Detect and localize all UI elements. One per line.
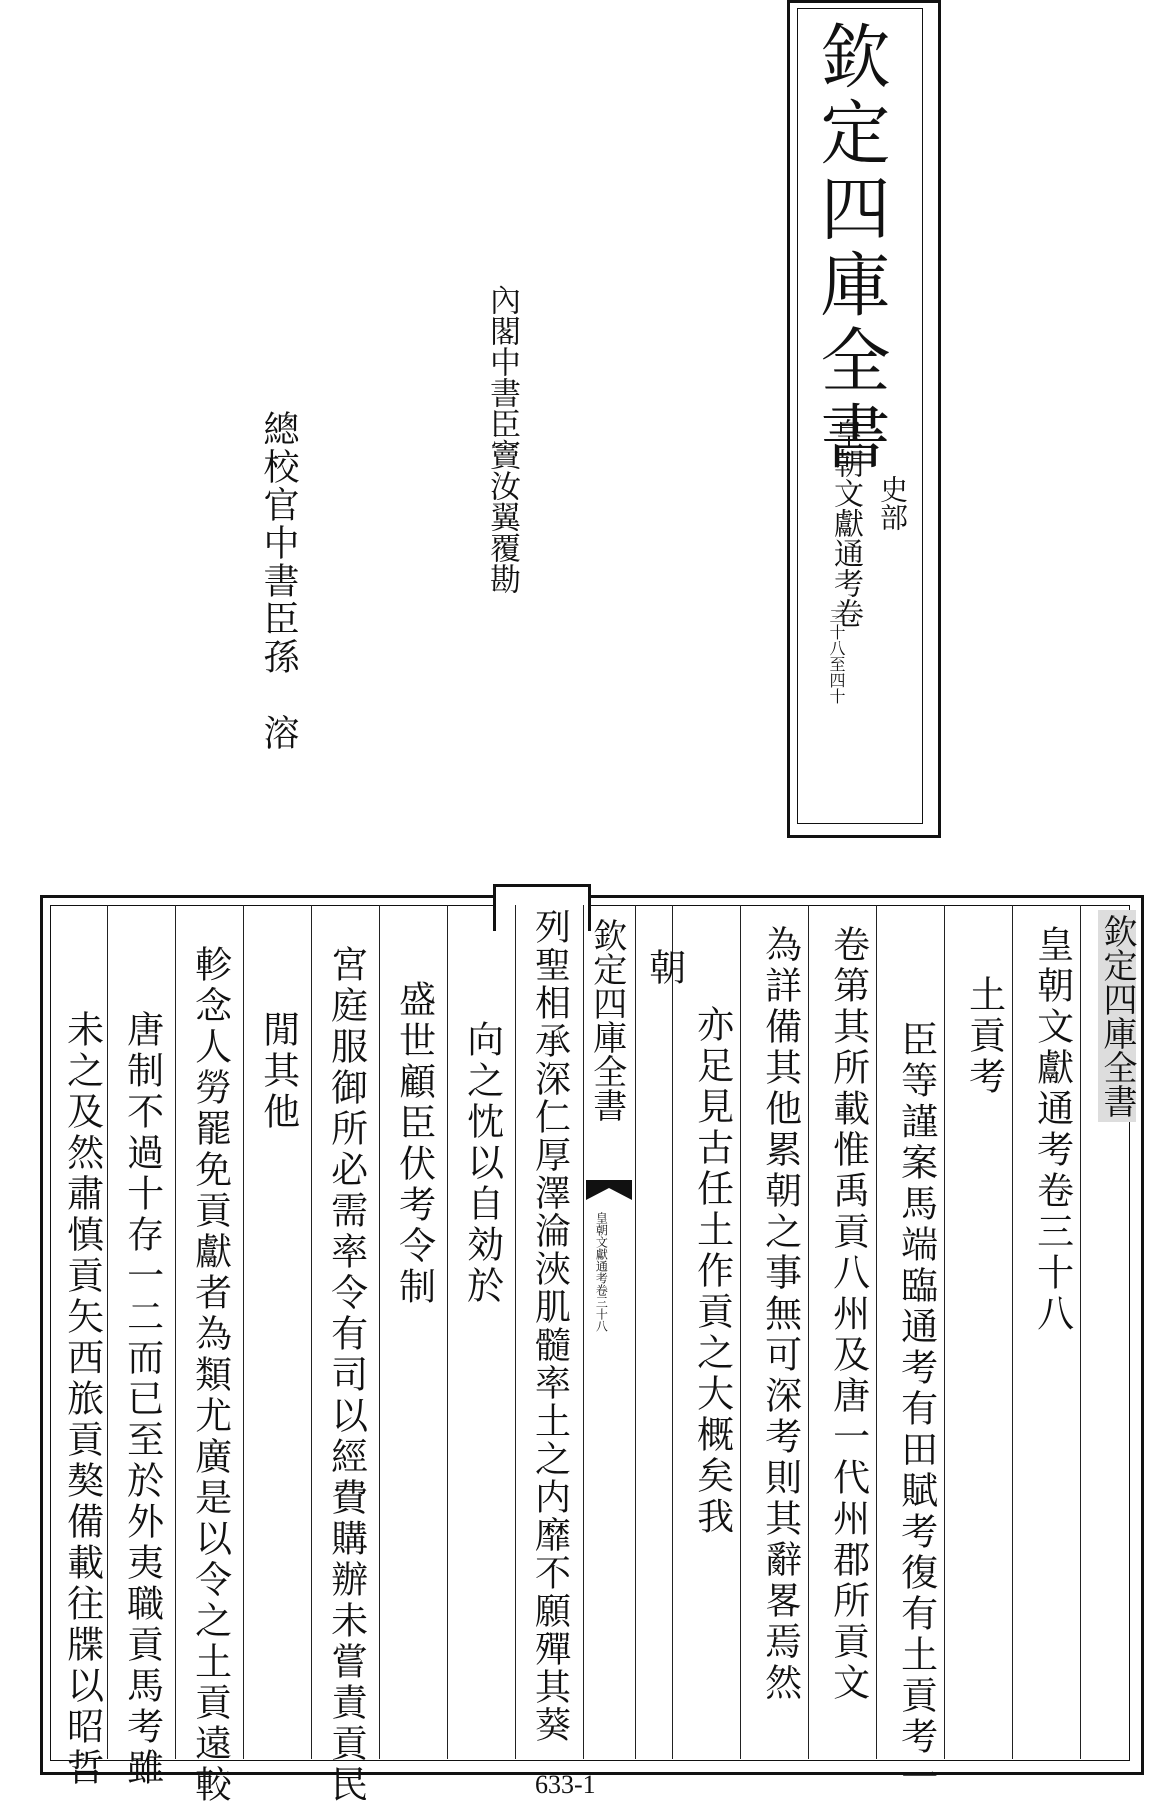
collator-credit-1: 內閣中書臣竇汝翼覆勘 [484, 284, 520, 594]
text-column: 盛世顧臣伏考令制 [392, 980, 436, 1308]
text-column: 未之及然肅慎貢矢西旅貢獒備載往牒以昭哲 [60, 1010, 104, 1789]
text-column: 卷第其所載惟禹貢八州及唐一代州郡所貢文 [826, 925, 870, 1704]
column-rule [515, 905, 516, 1759]
section-tag: 史部 [876, 475, 909, 531]
collator-credit-2: 總校官中書臣孫 溶 [258, 410, 299, 752]
text-column: 唐制不過十存一二而已至於外夷職貢馬考雖 [120, 1010, 164, 1789]
column-rule [740, 905, 741, 1759]
column-rule [808, 905, 809, 1759]
text-column: 宮庭服御所必需率令有司以經費購辦未嘗責貢民 [324, 945, 368, 1806]
column-rule [379, 905, 380, 1759]
text-column: 朝 [642, 948, 686, 989]
column-rule [1012, 905, 1013, 1759]
column-rule [447, 905, 448, 1759]
column-rule [243, 905, 244, 1759]
fishtail-title: 欽定四庫全書 [586, 918, 627, 1122]
column-rule [635, 905, 636, 1759]
column-rule [876, 905, 877, 1759]
text-column: 向之忱以自効於 [460, 1020, 504, 1307]
page-number: 633-1 [535, 1770, 596, 1799]
fishtail-mark [586, 1180, 632, 1200]
fishtail-caption: 皇朝文獻通考卷三十八 [594, 1212, 609, 1332]
column-rule [175, 905, 176, 1759]
text-column: 臣等謹案馬端臨通考有田賦考復有土貢考一 [894, 1020, 938, 1799]
text-column: 閒其他 [256, 1010, 300, 1133]
text-column: 皇朝文獻通考卷三十八 [1030, 925, 1074, 1335]
column-rule [1080, 905, 1081, 1759]
text-column: 亦足見古任土作貢之大概矣我 [690, 1005, 734, 1538]
column-rule [672, 905, 673, 1759]
text-column: 列聖相承深仁厚澤淪浹肌髓率土之内靡不願殫其葵 [529, 908, 571, 1744]
sub-title: 皇朝文獻通考卷 [828, 418, 863, 628]
text-column: 土貢考 [962, 975, 1006, 1098]
column-rule [944, 905, 945, 1759]
column-rule [107, 905, 108, 1759]
text-column: 軫念人勞罷免貢獻者為類尤廣是以令之土貢遠較 [188, 945, 232, 1806]
main-title: 欽定四庫全書 [809, 20, 891, 476]
sub-title-volume-note: 三十八至四十 [827, 608, 846, 704]
page-header-label: 欽定四庫全書 [1098, 910, 1136, 1122]
column-rule [583, 905, 584, 1759]
text-column: 為詳備其他累朝之事無可深考則其辭畧焉然 [758, 925, 802, 1704]
column-rule [311, 905, 312, 1759]
